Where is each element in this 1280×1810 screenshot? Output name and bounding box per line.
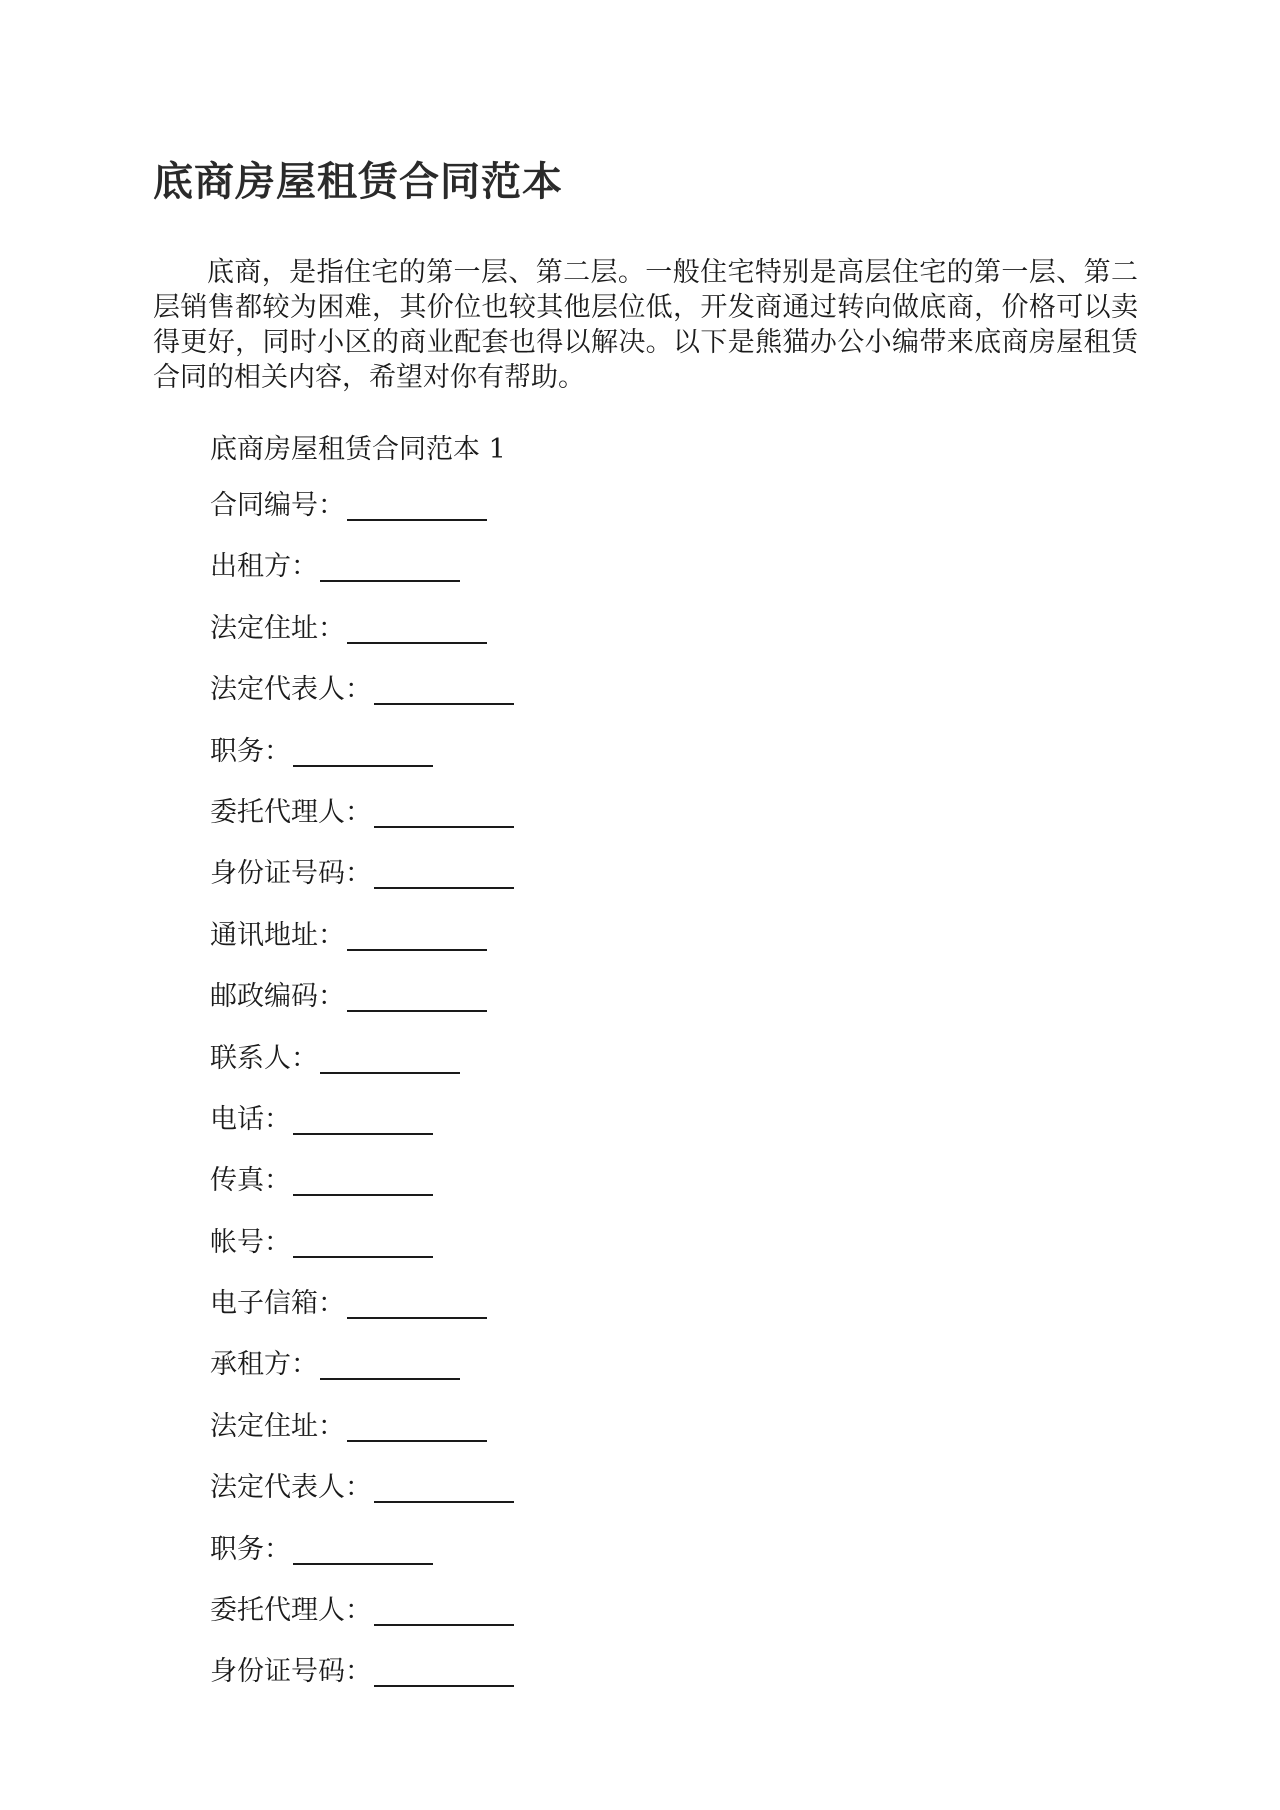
field-blank-line[interactable]	[293, 1226, 433, 1258]
field-label: 出租方：	[210, 551, 318, 583]
field-label: 承租方：	[210, 1349, 318, 1381]
field-label: 传真：	[210, 1165, 291, 1197]
field-lessor-phone	[210, 1103, 514, 1164]
field-blank-line[interactable]	[293, 1103, 433, 1135]
field-blank-line[interactable]	[374, 1594, 514, 1626]
field-label: 帐号：	[210, 1226, 291, 1258]
field-lessee	[210, 1348, 514, 1409]
field-lessor-id-number	[210, 857, 514, 918]
field-lessor	[210, 550, 514, 611]
field-blank-line[interactable]	[347, 489, 487, 521]
field-label: 法定住址：	[210, 612, 345, 644]
field-label: 合同编号：	[210, 490, 345, 521]
field-label: 电子信箱：	[210, 1288, 345, 1320]
field-lessor-email	[210, 1287, 514, 1348]
field-label: 法定代表人：	[210, 1472, 372, 1504]
field-blank-line[interactable]	[374, 1655, 514, 1687]
field-label: 法定代表人：	[210, 674, 372, 706]
field-lessee-legal-representative	[210, 1471, 514, 1532]
field-label: 联系人：	[210, 1042, 318, 1074]
field-blank-line[interactable]	[374, 796, 514, 828]
field-label: 身份证号码：	[210, 858, 372, 890]
document-title: 底商房屋租赁合同范本	[153, 158, 563, 205]
field-blank-line[interactable]	[293, 735, 433, 767]
field-label: 职务：	[210, 1533, 291, 1565]
field-blank-line[interactable]	[320, 1348, 460, 1380]
contract-field-list	[210, 489, 514, 1717]
field-blank-line[interactable]	[293, 1533, 433, 1565]
field-label: 职务：	[210, 735, 291, 767]
field-lessor-legal-representative	[210, 673, 514, 734]
field-blank-line[interactable]	[293, 1164, 433, 1196]
field-label: 委托代理人：	[210, 796, 372, 828]
field-blank-line[interactable]	[374, 857, 514, 889]
field-lessor-account	[210, 1226, 514, 1287]
field-label: 法定住址：	[210, 1410, 345, 1442]
field-blank-line[interactable]	[374, 673, 514, 705]
field-contract-number	[210, 489, 514, 550]
field-blank-line[interactable]	[347, 612, 487, 644]
field-label: 电话：	[210, 1103, 291, 1135]
field-label: 委托代理人：	[210, 1595, 372, 1627]
field-label: 邮政编码：	[210, 981, 345, 1013]
field-lessor-fax	[210, 1164, 514, 1225]
intro-paragraph: 底商，是指住宅的第一层、第二层。一般住宅特别是高层住宅的第一层、第二层销售都较为困难，其价位也较其他层位低，开发商通过转向做底商，价格可以卖得更好，同时小区的商业配套也得以解决。以下是熊猫办公小编带来底商房屋租赁合同的相关内容，希望对你有帮助。	[153, 257, 1138, 393]
field-blank-line[interactable]	[347, 1410, 487, 1442]
field-blank-line[interactable]	[320, 550, 460, 582]
field-lessee-agent	[210, 1594, 514, 1655]
field-lessor-position	[210, 735, 514, 796]
field-blank-line[interactable]	[347, 919, 487, 951]
field-lessor-mailing-address	[210, 919, 514, 980]
field-lessee-address	[210, 1410, 514, 1471]
field-lessee-id-number	[210, 1655, 514, 1716]
field-lessee-position	[210, 1533, 514, 1594]
field-blank-line[interactable]	[347, 980, 487, 1012]
field-blank-line[interactable]	[320, 1042, 460, 1074]
field-lessor-postal-code	[210, 980, 514, 1041]
field-lessor-agent	[210, 796, 514, 857]
section-heading: 底商房屋租赁合同范本 1	[210, 434, 506, 465]
field-blank-line[interactable]	[347, 1287, 487, 1319]
field-label: 通讯地址：	[210, 919, 345, 951]
field-lessor-contact	[210, 1042, 514, 1103]
field-label: 身份证号码：	[210, 1656, 372, 1688]
field-lessor-address	[210, 612, 514, 673]
field-blank-line[interactable]	[374, 1471, 514, 1503]
